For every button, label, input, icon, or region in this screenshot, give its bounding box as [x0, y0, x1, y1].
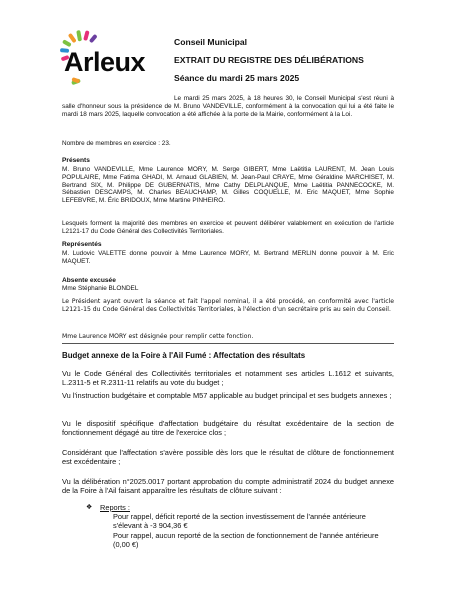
arleux-logo — [58, 30, 168, 88]
reports-bullet — [86, 503, 130, 512]
absente-heading: Absente excusée — [62, 277, 116, 284]
intro-paragraph: Le mardi 25 mars 2025, à 18 heures 30, le Conseil Municipal s'est réuni à salle d'honneur sous la présidence de M. Bruno VANDEVILLE, conformément à la convocation qui lui a été faite le mardi 18 mars 2025, laquelle convocation a été affichée à la porte de la Mairie, conformément à la Loi. — [62, 95, 394, 118]
budget-paragraph: Vu l'instruction budgétaire et comptable M57 applicable au budget principal et ses budgets annexes ; — [62, 391, 392, 400]
quorum-statement: Lesquels forment la majorité des membres en exercice et peuvent délibérer valablement en exécution de l'article L2121-17 du Code Général des Collectivités Territoriales. — [62, 220, 394, 235]
report-investment-line: Pour rappel, déficit reporté de la section investissement de l'année antérieure s'élevant à -3 904,36 € — [113, 512, 366, 531]
diamond-bullet-icon: ❖ — [86, 504, 93, 511]
logo-text: Arleux — [64, 47, 146, 77]
budget-heading: Budget annexe de la Foire à l'Ail Fumé : Affectation des résultats — [62, 351, 306, 360]
representes-text: M. Ludovic VALETTE donne pouvoir à Mme Laurence MORY, M. Bertrand MERLIN donne pouvoir à M. Eric MAQUET. — [62, 250, 394, 265]
budget-paragraph: Vu le dispositif spécifique d'affectation budgétaire du résultat excédentaire de la section de fonctionnement dégagé au titre de l'exercice clos ; — [62, 419, 394, 438]
section-divider — [62, 343, 394, 344]
presents-heading: Présents — [62, 157, 90, 164]
representes-heading: Représentés — [62, 241, 102, 248]
register-title: EXTRAIT DU REGISTRE DES DÉLIBÉRATIONS — [174, 55, 364, 65]
secretary-designation: Mme Laurence MORY est désignée pour remplir cette fonction. — [62, 333, 254, 340]
report-operation-line: Pour rappel, aucun reporté de la section de fonctionnement de l'année antérieure (0,00 €) — [113, 531, 379, 550]
presents-list: M. Bruno VANDEVILLE, Mme Laurence MORY, M. Serge GIBERT, Mme Laëtitia LAURENT, M. Jean Louis POPULAIRE, Mme Fatima GHADI, M. Arnaud GLABIEN, M. Jean-Paul CRAYE, Mme Géraldine MARCHISET, M. Bertrand SIX, M. Philippe DE GUBERNATIS, Mme Cathy DELPLANQUE, Mme Laëtitia PANNECOCKE, M. Sébastien DESCAMPS, M. Charles BEAUCHAMP, M. Gilles COQUELLE, M. Eric MAQUET, Mme Sophie LEFEBVRE, M. Éric BRIDOUX, Mme Martine PINHEIRO. — [62, 166, 394, 205]
absente-text: Mme Stéphanie BLONDEL — [62, 285, 139, 292]
budget-paragraph: Considérant que l'affectation s'avère possible dès lors que le résultat de clôture de fonctionnement est excédentaire ; — [62, 448, 394, 467]
opening-paragraph: Le Président ayant ouvert la séance et fait l'appel nominal, il a été procédé, en conformité avec l'article L2121-15 du Code Général des Collectivités Territoriales, à l'élection d'un secrétaire pris au sein du Conseil. — [62, 298, 394, 313]
members-count: Nombre de membres en exercice : 23. — [62, 140, 171, 147]
session-date: Séance du mardi 25 mars 2025 — [174, 73, 300, 83]
council-title: Conseil Municipal — [174, 37, 248, 47]
budget-paragraph: Vu le Code Général des Collectivités territoriales et notamment ses articles L.1612 et suivants, L.2311-5 et R.2311-11 relatifs au vote du budget ; — [62, 369, 394, 388]
budget-paragraph: Vu la délibération n°2025.0017 portant approbation du compte administratif 2024 du budget annexe de la Foire à l'Ail faisant apparaître les résultats de clôture suivant : — [62, 477, 394, 496]
reports-label: Reports : — [100, 503, 130, 512]
